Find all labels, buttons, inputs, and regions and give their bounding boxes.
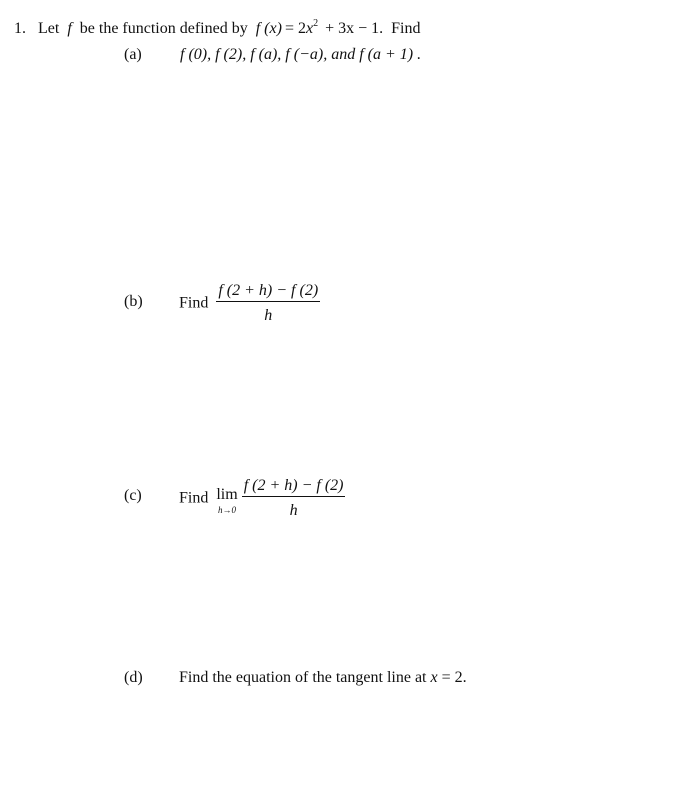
part-a-label: (a) <box>124 46 142 63</box>
part-c-numerator: f (2 + h) − f (2) <box>242 478 346 497</box>
part-c-limit <box>216 487 237 515</box>
part-b-label: (b) <box>124 293 143 310</box>
function-eq: = 2 <box>284 20 306 37</box>
function-exponent: 2 <box>313 18 319 29</box>
intro-mid: be the function defined by <box>79 20 248 37</box>
part-c-denominator: h <box>289 502 298 519</box>
part-d-content <box>179 670 467 686</box>
function-rest: + 3x − 1. <box>325 20 384 37</box>
part-c-find: Find <box>179 489 209 507</box>
part-b-content <box>179 283 320 324</box>
part-a-text: f (0), f (2), f (a), f (−a), and f (a + 1) . <box>180 46 422 63</box>
part-d-var: x <box>430 669 438 686</box>
part-b-denominator: h <box>264 307 273 324</box>
part-d-label: (d) <box>124 669 143 686</box>
function-x: x <box>305 20 314 37</box>
part-c-fraction <box>242 478 346 519</box>
intro-f: f <box>67 20 72 37</box>
part-c-lim-subscript: h→0 <box>218 504 237 515</box>
part-d-text: Find the equation of the tangent line at <box>179 669 427 686</box>
part-b-find: Find <box>179 294 209 312</box>
part-b-fraction <box>216 283 320 324</box>
part-d-value: = 2. <box>441 669 467 686</box>
intro-prefix: Let <box>38 20 60 37</box>
part-b-numerator: f (2 + h) − f (2) <box>216 283 320 302</box>
problem-number: 1. <box>14 20 26 37</box>
part-c-label: (c) <box>124 487 142 504</box>
function-fx: f (x) <box>255 20 282 37</box>
problem-statement <box>14 18 421 37</box>
part-c-content <box>179 478 345 519</box>
find-word: Find <box>391 20 421 37</box>
part-c-lim-word: lim <box>216 485 238 503</box>
